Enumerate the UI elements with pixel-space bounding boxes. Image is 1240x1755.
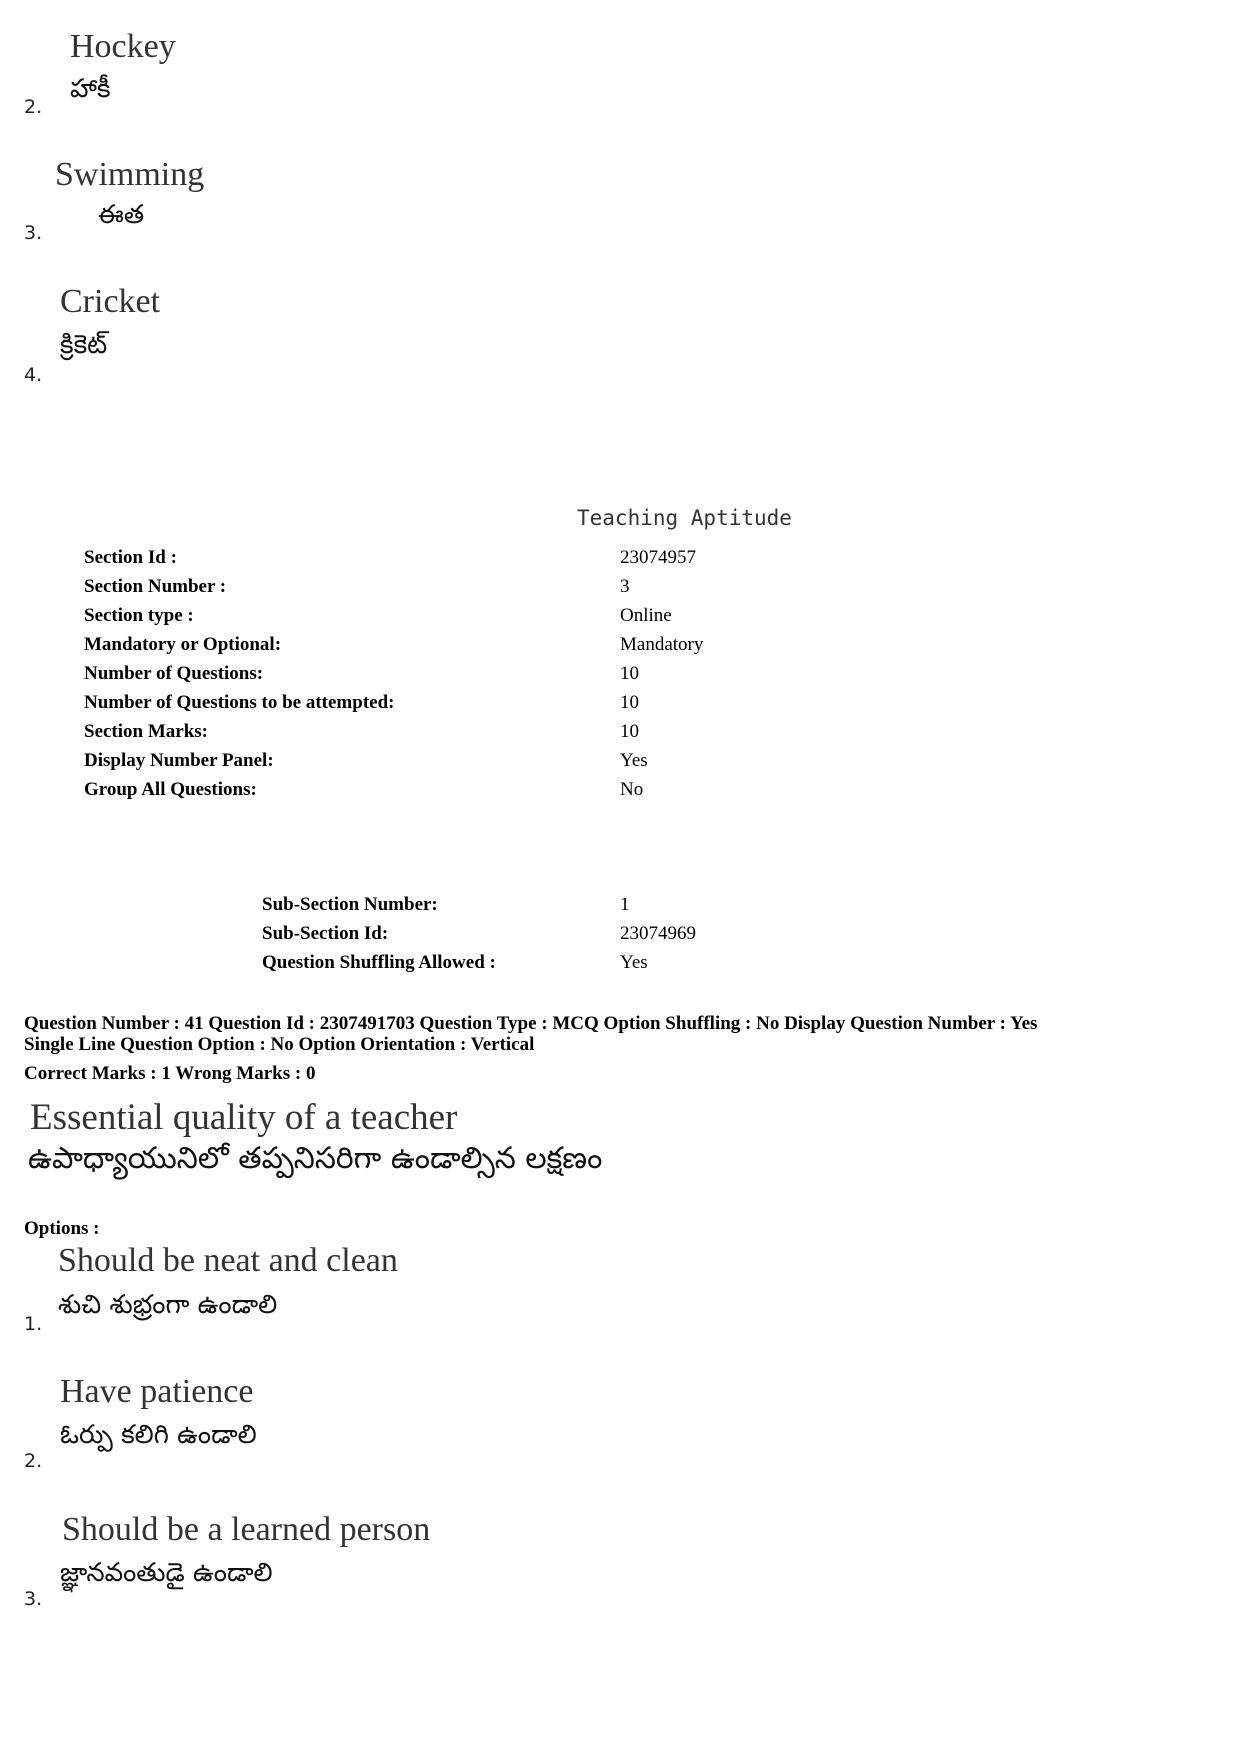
num-questions-label: Number of Questions:	[84, 663, 264, 684]
option-text-en: Hockey	[70, 28, 176, 65]
option-text-en: Swimming	[55, 156, 205, 193]
question-meta-line-2: Single Line Question Option : No Option Orientation : Vertical	[24, 1034, 535, 1055]
question-meta-line-1: Question Number : 41 Question Id : 2307491703 Question Type : MCQ Option Shuffling : No Display Question Number : Yes	[24, 1013, 1038, 1034]
display-panel-label: Display Number Panel:	[84, 750, 274, 771]
subsection-id-label: Sub-Section Id:	[262, 923, 389, 944]
section-marks-value: 10	[620, 721, 639, 742]
subsection-number-value: 1	[620, 894, 630, 915]
shuffling-allowed-label: Question Shuffling Allowed :	[262, 952, 496, 973]
option-number: 4.	[24, 364, 43, 386]
option-text-te: జ్ఞానవంతుడై ఉండాలి	[60, 1558, 273, 1588]
num-attempt-label: Number of Questions to be attempted:	[84, 692, 395, 713]
option-number: 3.	[24, 222, 43, 244]
group-questions-value: No	[620, 779, 644, 800]
option-text-en: Should be neat and clean	[58, 1242, 398, 1279]
option-text-en: Cricket	[60, 283, 161, 320]
subsection-number-label: Sub-Section Number:	[262, 894, 438, 915]
option-text-te: శుచి శుభ్రంగా ఉండాలి	[58, 1290, 278, 1320]
mandatory-label: Mandatory or Optional:	[84, 634, 282, 655]
section-marks-label: Section Marks:	[84, 721, 209, 742]
num-attempt-value: 10	[620, 692, 639, 713]
option-text-te: ఈత	[98, 200, 145, 230]
option-number: 1.	[24, 1313, 43, 1335]
option-text-te: క్రికెట్	[60, 330, 108, 360]
num-questions-value: 10	[620, 663, 639, 684]
mandatory-value: Mandatory	[620, 634, 704, 655]
question-text-te: ఉపాధ్యాయునిలో తప్పనిసరిగా ఉండాల్సిన లక్షణం	[28, 1141, 603, 1176]
question-text-en: Essential quality of a teacher	[30, 1097, 458, 1138]
section-title: Teaching Aptitude	[577, 506, 792, 530]
option-number: 3.	[24, 1588, 43, 1610]
display-panel-value: Yes	[620, 750, 648, 771]
options-label: Options :	[24, 1218, 100, 1239]
option-text-en: Should be a learned person	[62, 1511, 431, 1548]
option-text-en: Have patience	[60, 1373, 254, 1410]
section-id-label: Section Id :	[84, 547, 177, 568]
option-number: 2.	[24, 96, 43, 118]
option-number: 2.	[24, 1450, 43, 1472]
question-marks-line: Correct Marks : 1 Wrong Marks : 0	[24, 1063, 316, 1084]
section-type-label: Section type :	[84, 605, 194, 626]
group-questions-label: Group All Questions:	[84, 779, 257, 800]
option-text-te: ఓర్పు కలిగి ఉండాలి	[60, 1420, 257, 1450]
section-id-value: 23074957	[620, 547, 696, 568]
subsection-id-value: 23074969	[620, 923, 696, 944]
section-type-value: Online	[620, 605, 672, 626]
section-number-label: Section Number :	[84, 576, 227, 597]
section-number-value: 3	[620, 576, 630, 597]
option-text-te: హాకీ	[70, 74, 111, 104]
shuffling-allowed-value: Yes	[620, 952, 648, 973]
